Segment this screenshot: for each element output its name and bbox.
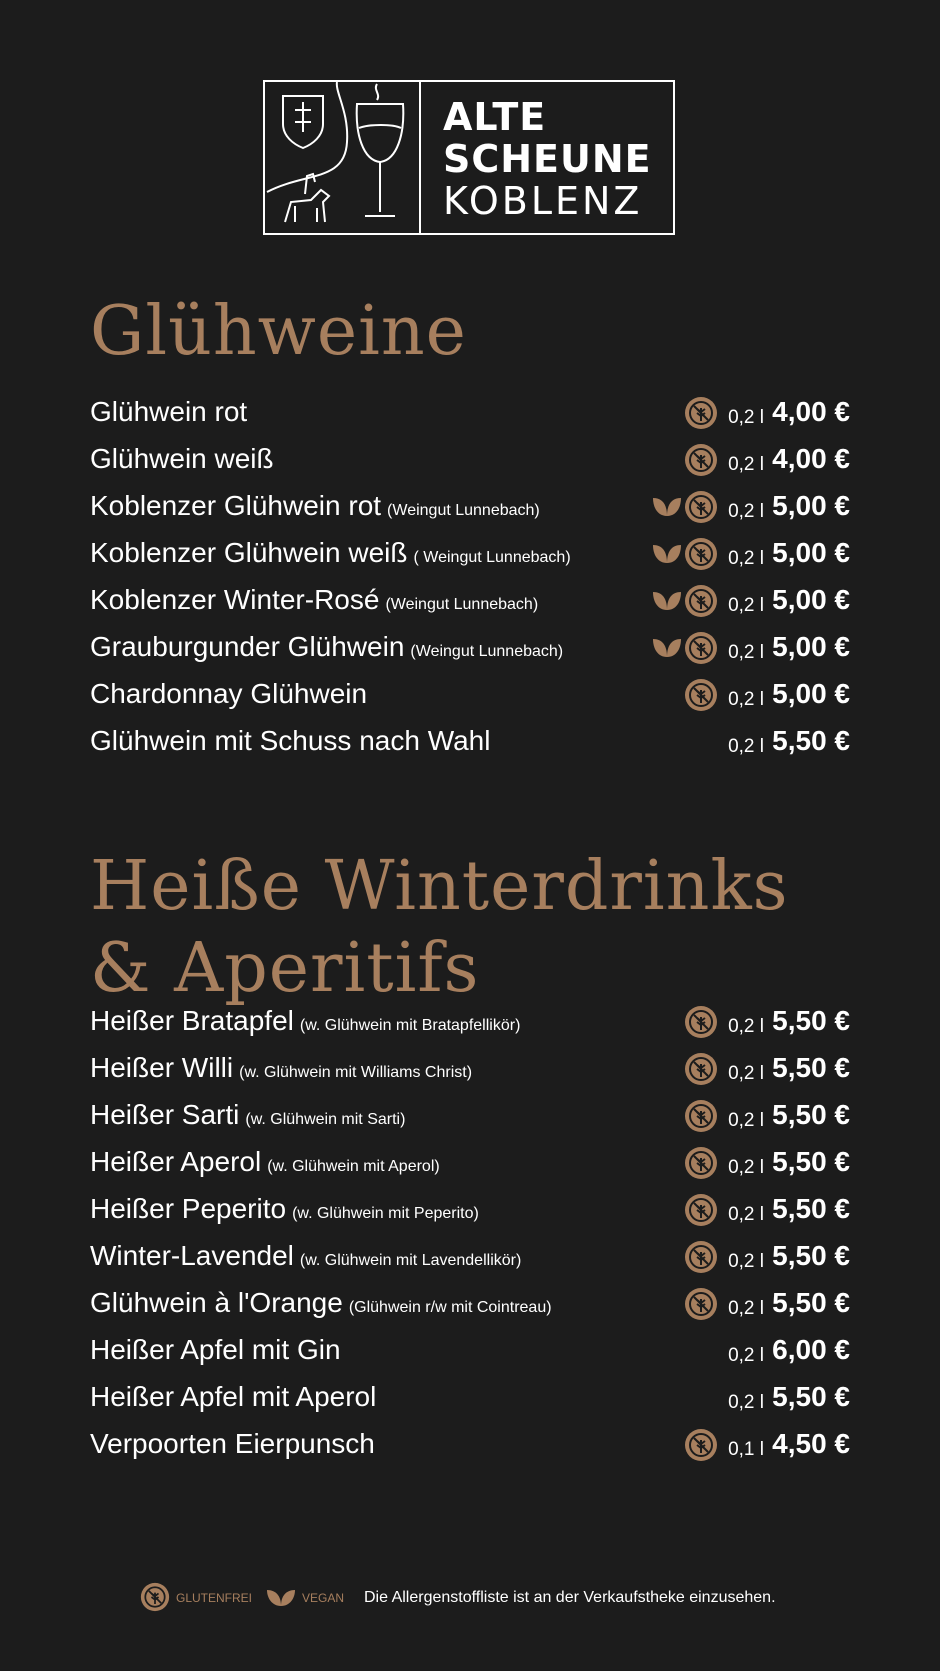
- menu-item-price: 5,50 €: [772, 1005, 850, 1036]
- menu-item-note: (w. Glühwein mit Williams Christ): [239, 1064, 473, 1081]
- menu-item: [90, 1375, 850, 1419]
- menu-item-note: (Glühwein r/w mit Cointreau): [348, 1299, 552, 1316]
- logo-divider: [419, 82, 421, 233]
- coat-of-arms-horse-wineglass-icon: [265, 82, 419, 233]
- menu-item-name: [90, 672, 367, 716]
- menu-item-volume: 0,2 l: [728, 1204, 764, 1225]
- menu-item-title: Heißer Sarti: [90, 1099, 240, 1130]
- menu-item: [90, 625, 850, 669]
- menu-item-name: [90, 1234, 521, 1283]
- glutenfree-icon: [684, 584, 718, 618]
- menu-item-name: [90, 719, 490, 763]
- menu-item-price: 5,50 €: [772, 1193, 850, 1224]
- menu-item-title: Grauburgunder Glühwein: [90, 631, 405, 662]
- menu-item-name: [90, 437, 274, 481]
- menu-item-volume: 0,2 l: [728, 1251, 764, 1272]
- menu-item-title: Chardonnay Glühwein: [90, 678, 368, 709]
- menu-item-note: (w. Glühwein mit Peperito): [292, 1205, 479, 1222]
- menu-item-title: Heißer Apfel mit Aperol: [90, 1381, 377, 1412]
- menu-item: [90, 1140, 850, 1184]
- menu-item-volume: 0,2 l: [728, 407, 764, 428]
- menu-item-title: Heißer Aperol: [90, 1146, 262, 1177]
- menu-item-price: 6,00 €: [772, 1334, 850, 1365]
- menu-item-name: [90, 390, 247, 434]
- menu-item-icons: [638, 486, 718, 526]
- menu-item-name: [90, 1046, 472, 1095]
- glutenfree-icon: [684, 443, 718, 477]
- menu-item-title: Glühwein rot: [90, 396, 248, 427]
- menu-item: [90, 1281, 850, 1325]
- menu-item-volume: 0,2 l: [728, 1157, 764, 1178]
- menu-item-icons: [638, 1283, 718, 1323]
- menu-item-title: Glühwein à l'Orange: [90, 1287, 343, 1318]
- menu-item-price: 5,50 €: [772, 1240, 850, 1271]
- glutenfree-icon: [684, 1052, 718, 1086]
- menu-item: [90, 1234, 850, 1278]
- glutenfree-icon: [684, 1428, 718, 1462]
- menu-item-note: (w. Glühwein mit Bratapfellikör): [299, 1017, 521, 1034]
- menu-item: [90, 531, 850, 575]
- menu-item: [90, 1046, 850, 1090]
- menu-item-note: (Weingut Lunnebach): [387, 502, 540, 519]
- brand-logo: [263, 80, 675, 235]
- menu-item-price: 5,50 €: [772, 1052, 850, 1083]
- menu-item-price: 4,00 €: [772, 396, 850, 427]
- menu-item-icons: [638, 533, 718, 573]
- menu-item-price: 4,50 €: [772, 1428, 850, 1459]
- menu-item-price: 5,50 €: [772, 1381, 850, 1412]
- menu-item-name: [90, 1328, 341, 1372]
- menu-item-name: [90, 531, 571, 580]
- menu-item-price: 5,50 €: [772, 1099, 850, 1130]
- menu-item-icons: [638, 1424, 718, 1464]
- menu-item-name: [90, 1140, 440, 1189]
- vegan-leaf-icon: [266, 1588, 296, 1608]
- menu-item: [90, 1187, 850, 1231]
- menu-item-title: Heißer Bratapfel: [90, 1005, 294, 1036]
- menu-item-note: (w. Glühwein mit Sarti): [245, 1111, 406, 1128]
- menu-item-icons: [638, 1330, 718, 1370]
- menu-item-title: Glühwein mit Schuss nach Wahl: [90, 725, 491, 756]
- menu-item-name: [90, 1093, 405, 1142]
- menu-item-price: 5,00 €: [772, 537, 850, 568]
- menu-item-volume: 0,1 l: [728, 1439, 764, 1460]
- menu-item-price: 5,50 €: [772, 725, 850, 756]
- menu-item-icons: [638, 392, 718, 432]
- menu-item-title: Glühwein weiß: [90, 443, 274, 474]
- menu-item-icons: [638, 1001, 718, 1041]
- menu-item-icons: [638, 1236, 718, 1276]
- menu-item: [90, 1422, 850, 1466]
- menu-item: [90, 578, 850, 622]
- section-title-line-1: Heiße Winterdrinks: [90, 847, 789, 926]
- menu-item: [90, 484, 850, 528]
- menu-item-volume: 0,2 l: [728, 1392, 764, 1413]
- menu-item-volume: 0,2 l: [728, 595, 764, 616]
- menu-item-icons: [638, 674, 718, 714]
- menu-item-icons: [638, 1189, 718, 1229]
- menu-item: [90, 1328, 850, 1372]
- menu-item-icons: [638, 627, 718, 667]
- brand-line-2: SCHEUNE: [443, 137, 652, 181]
- menu-item-title: Koblenzer Glühwein rot: [90, 490, 382, 521]
- section-title-gluehweine: Glühweine: [90, 292, 467, 371]
- legend-glutenfree-label: GLUTENFREI: [176, 1591, 253, 1605]
- menu-item-title: Verpoorten Eierpunsch: [90, 1428, 375, 1459]
- menu-item-icons: [638, 439, 718, 479]
- menu-item-volume: 0,2 l: [728, 548, 764, 569]
- menu-item-volume: 0,2 l: [728, 1298, 764, 1319]
- glutenfree-icon: [684, 490, 718, 524]
- brand-line-3: KOBLENZ: [443, 179, 643, 223]
- menu-item-name: [90, 484, 540, 533]
- menu-item: [90, 437, 850, 481]
- glutenfree-icon: [684, 1193, 718, 1227]
- menu-item-title: Winter-Lavendel: [90, 1240, 294, 1271]
- vegan-leaf-icon: [652, 590, 682, 612]
- menu-item-title: Koblenzer Glühwein weiß: [90, 537, 408, 568]
- menu-item-volume: 0,2 l: [728, 736, 764, 757]
- menu-item-name: [90, 1422, 375, 1466]
- brand-wordmark: [443, 96, 652, 222]
- menu-item-icons: [638, 1048, 718, 1088]
- menu-item-volume: 0,2 l: [728, 454, 764, 475]
- menu-item-note: ( Weingut Lunnebach): [413, 549, 571, 566]
- glutenfree-icon: [140, 1582, 170, 1612]
- menu-item-note: (Weingut Lunnebach): [410, 643, 564, 660]
- menu-item-title: Heißer Willi: [90, 1052, 234, 1083]
- glutenfree-icon: [684, 631, 718, 665]
- menu-item-icons: [638, 1095, 718, 1135]
- menu-item-name: [90, 625, 563, 674]
- menu-item-price: 5,50 €: [772, 1146, 850, 1177]
- menu-item: [90, 390, 850, 434]
- legend-vegan-label: VEGAN: [302, 1591, 345, 1605]
- vegan-leaf-icon: [652, 637, 682, 659]
- glutenfree-icon: [684, 1240, 718, 1274]
- glutenfree-icon: [684, 1287, 718, 1321]
- menu-item-name: [90, 1375, 376, 1419]
- section-title-winterdrinks: [90, 846, 870, 1010]
- menu-item-price: 5,00 €: [772, 631, 850, 662]
- menu-item-volume: 0,2 l: [728, 1063, 764, 1084]
- vegan-leaf-icon: [652, 496, 682, 518]
- brand-line-1: ALTE: [443, 95, 547, 139]
- menu-item-volume: 0,2 l: [728, 501, 764, 522]
- menu-item-name: [90, 578, 538, 627]
- allergen-note: Die Allergenstoffliste ist an der Verkaufstheke einzusehen.: [364, 1589, 776, 1606]
- vegan-leaf-icon: [652, 543, 682, 565]
- glutenfree-icon: [684, 1005, 718, 1039]
- menu-item: [90, 1093, 850, 1137]
- menu-item-volume: 0,2 l: [728, 1345, 764, 1366]
- menu-item-name: [90, 1281, 552, 1330]
- menu-item-icons: [638, 1142, 718, 1182]
- glutenfree-icon: [684, 537, 718, 571]
- menu-item: [90, 672, 850, 716]
- menu-item-title: Koblenzer Winter-Rosé: [90, 584, 380, 615]
- menu-item-note: (w. Glühwein mit Aperol): [267, 1158, 440, 1175]
- menu-item-name: [90, 999, 520, 1048]
- menu-item-price: 5,00 €: [772, 678, 850, 709]
- menu-item-price: 5,00 €: [772, 490, 850, 521]
- menu-item-title: Heißer Peperito: [90, 1193, 287, 1224]
- menu-item-note: (w. Glühwein mit Lavendellikör): [299, 1252, 522, 1269]
- menu-item-volume: 0,2 l: [728, 1016, 764, 1037]
- menu-item-icons: [638, 1377, 718, 1417]
- menu-item: [90, 999, 850, 1043]
- section-title-line-2: & Aperitifs: [90, 929, 480, 1008]
- legend: [140, 1580, 860, 1616]
- menu-item-title: Heißer Apfel mit Gin: [90, 1334, 341, 1365]
- menu-item-price: 4,00 €: [772, 443, 850, 474]
- menu-item-name: [90, 1187, 479, 1236]
- glutenfree-icon: [684, 396, 718, 430]
- menu-item-icons: [638, 721, 718, 761]
- glutenfree-icon: [684, 678, 718, 712]
- menu-item-note: (Weingut Lunnebach): [385, 596, 539, 613]
- glutenfree-icon: [684, 1146, 718, 1180]
- menu-item-volume: 0,2 l: [728, 642, 764, 663]
- menu-item-volume: 0,2 l: [728, 1110, 764, 1131]
- menu-item-price: 5,00 €: [772, 584, 850, 615]
- menu-item-volume: 0,2 l: [728, 689, 764, 710]
- menu-item-price: 5,50 €: [772, 1287, 850, 1318]
- glutenfree-icon: [684, 1099, 718, 1133]
- menu-item-icons: [638, 580, 718, 620]
- menu-item: [90, 719, 850, 763]
